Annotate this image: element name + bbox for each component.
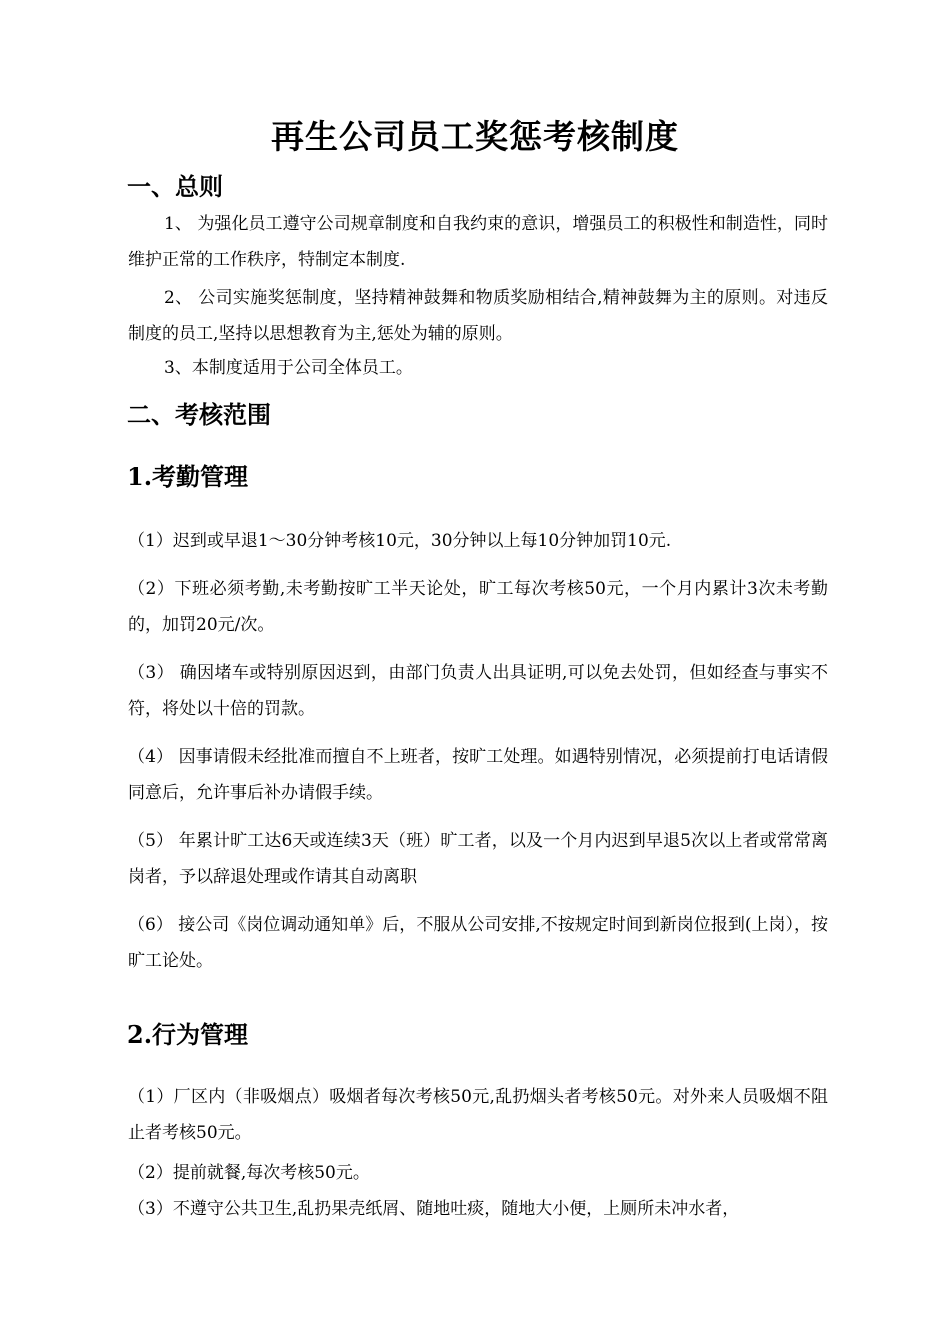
attendance-clause-2: （2）下班必须考勤,未考勤按旷工半天论处，旷工每次考核50元，一个月内累计3次未考勤的，加罚20元/次。: [128, 579, 828, 635]
attendance-clause-3: （3） 确因堵车或特别原因迟到，由部门负责人出具证明,可以免去处罚，但如经查与事实不符，将处以十倍的罚款。: [128, 663, 828, 719]
attendance-clause-4: （4） 因事请假未经批准而擅自不上班者，按旷工处理。如遇特别情况，必须提前打电话请假同意后，允许事后补办请假手续。: [128, 747, 828, 803]
attendance-clause-6: （6） 接公司《岗位调动通知单》后，不服从公司安排,不按规定时间到新岗位报到(上岗），按旷工论处。: [128, 915, 828, 971]
section-heading-general: 一、总则: [127, 173, 223, 201]
general-clause-3: 3、本制度适用于公司全体员工。: [164, 358, 413, 378]
attendance-clause-1: （1）迟到或早退1～30分钟考核10元，30分钟以上每10分钟加罚10元.: [128, 531, 672, 551]
subsection-heading-attendance: 1.考勤管理: [127, 462, 249, 491]
behavior-clause-1: （1）厂区内（非吸烟点）吸烟者每次考核50元,乱扔烟头者考核50元。对外来人员吸烟不阻止者考核50元。: [128, 1087, 828, 1143]
attendance-clause-5: （5） 年累计旷工达6天或连续3天（班）旷工者，以及一个月内迟到早退5次以上者或常常离岗者，予以辞退处理或作请其自动离职: [128, 831, 828, 887]
section-heading-scope: 二、考核范围: [127, 401, 271, 429]
document-title: 再生公司员工奖惩考核制度: [271, 117, 679, 156]
general-clause-1: 1、 为强化员工遵守公司规章制度和自我约束的意识，增强员工的积极性和制造性，同时维护正常的工作秩序，特制定本制度.: [128, 214, 828, 270]
subsection-heading-behavior: 2.行为管理: [127, 1020, 249, 1049]
general-clause-2: 2、 公司实施奖惩制度，坚持精神鼓舞和物质奖励相结合,精神鼓舞为主的原则。对违反制度的员工,坚持以思想教育为主,惩处为辅的原则。: [128, 288, 828, 344]
behavior-clause-3: （3）不遵守公共卫生,乱扔果壳纸屑、随地吐痰，随地大小便，上厕所未冲水者，: [128, 1199, 740, 1219]
behavior-clause-2: （2）提前就餐,每次考核50元。: [128, 1163, 370, 1183]
